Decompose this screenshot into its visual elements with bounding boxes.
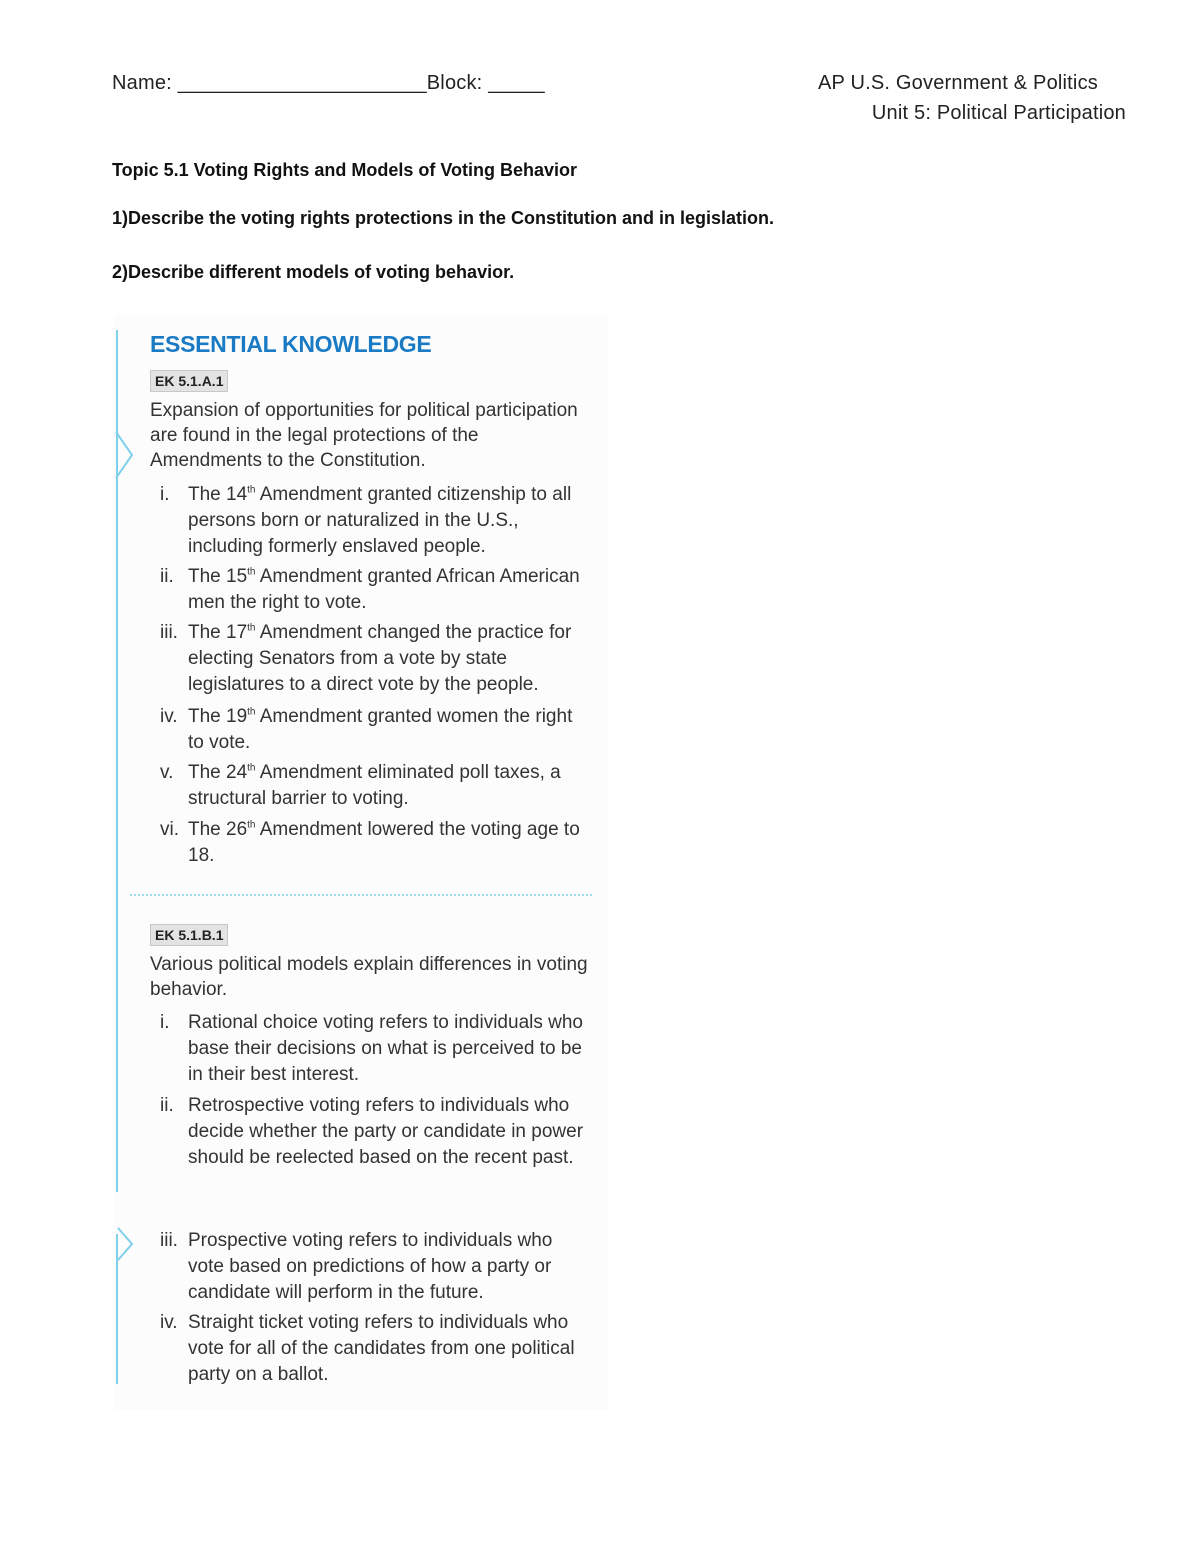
item-text: The 14th Amendment granted citizenship to all persons born or naturalized in the U.S., including formerly enslaved people. xyxy=(188,484,572,557)
item-text: The 15th Amendment granted African American men the right to vote. xyxy=(188,566,580,613)
item-number: i. xyxy=(160,484,170,505)
item-number: v. xyxy=(160,762,174,783)
item-number: vi. xyxy=(160,819,179,840)
ek-intro: Expansion of opportunities for political participation are found in the legal protections of the Amendments to the Constitution. xyxy=(150,400,578,471)
item-number: ii. xyxy=(160,566,174,587)
item-text: The 24th Amendment eliminated poll taxes, a structural barrier to voting. xyxy=(188,762,561,809)
question-2: 2)Describe different models of voting behavior. xyxy=(112,262,515,282)
item-number: iii. xyxy=(160,1230,178,1251)
essential-knowledge-title: ESSENTIAL KNOWLEDGE xyxy=(150,331,432,357)
item-text: The 19th Amendment granted women the right to vote. xyxy=(188,706,573,753)
item-number: iv. xyxy=(160,1312,178,1333)
course-title: AP U.S. Government & Politics xyxy=(818,72,1098,94)
item-number: i. xyxy=(160,1012,170,1033)
section-divider xyxy=(130,894,592,896)
ek-intro: Various political models explain differences in voting behavior. xyxy=(150,954,588,1000)
topic-heading: Topic 5.1 Voting Rights and Models of Voting Behavior xyxy=(112,160,578,180)
item-text: The 26th Amendment lowered the voting age to 18. xyxy=(188,819,580,866)
chevron-right-icon xyxy=(114,1226,136,1266)
name-block-line: Name: ______________________Block: _____ xyxy=(112,72,545,94)
item-text: The 17th Amendment changed the practice for electing Senators from a vote by state legislatures to a direct vote by the people. xyxy=(188,622,572,695)
item-number: iv. xyxy=(160,706,178,727)
ek-tag: EK 5.1.B.1 xyxy=(150,924,228,946)
item-text: Retrospective voting refers to individuals who decide whether the party or candidate in power should be reelected based on the recent past. xyxy=(188,1095,584,1168)
ek-tag: EK 5.1.A.1 xyxy=(150,370,228,392)
item-number: ii. xyxy=(160,1095,174,1116)
item-text: Rational choice voting refers to individuals who base their decisions on what is perceived to be in their best interest. xyxy=(188,1012,583,1085)
item-text: Straight ticket voting refers to individuals who vote for all of the candidates from one political party on a ballot. xyxy=(188,1312,575,1385)
item-number: iii. xyxy=(160,622,178,643)
item-text: Prospective voting refers to individuals who vote based on predictions of how a party or candidate will perform in the future. xyxy=(188,1230,553,1303)
chevron-right-icon xyxy=(114,430,136,480)
question-1: 1)Describe the voting rights protections in the Constitution and in legislation. xyxy=(112,208,775,228)
unit-title: Unit 5: Political Participation xyxy=(871,102,1126,124)
